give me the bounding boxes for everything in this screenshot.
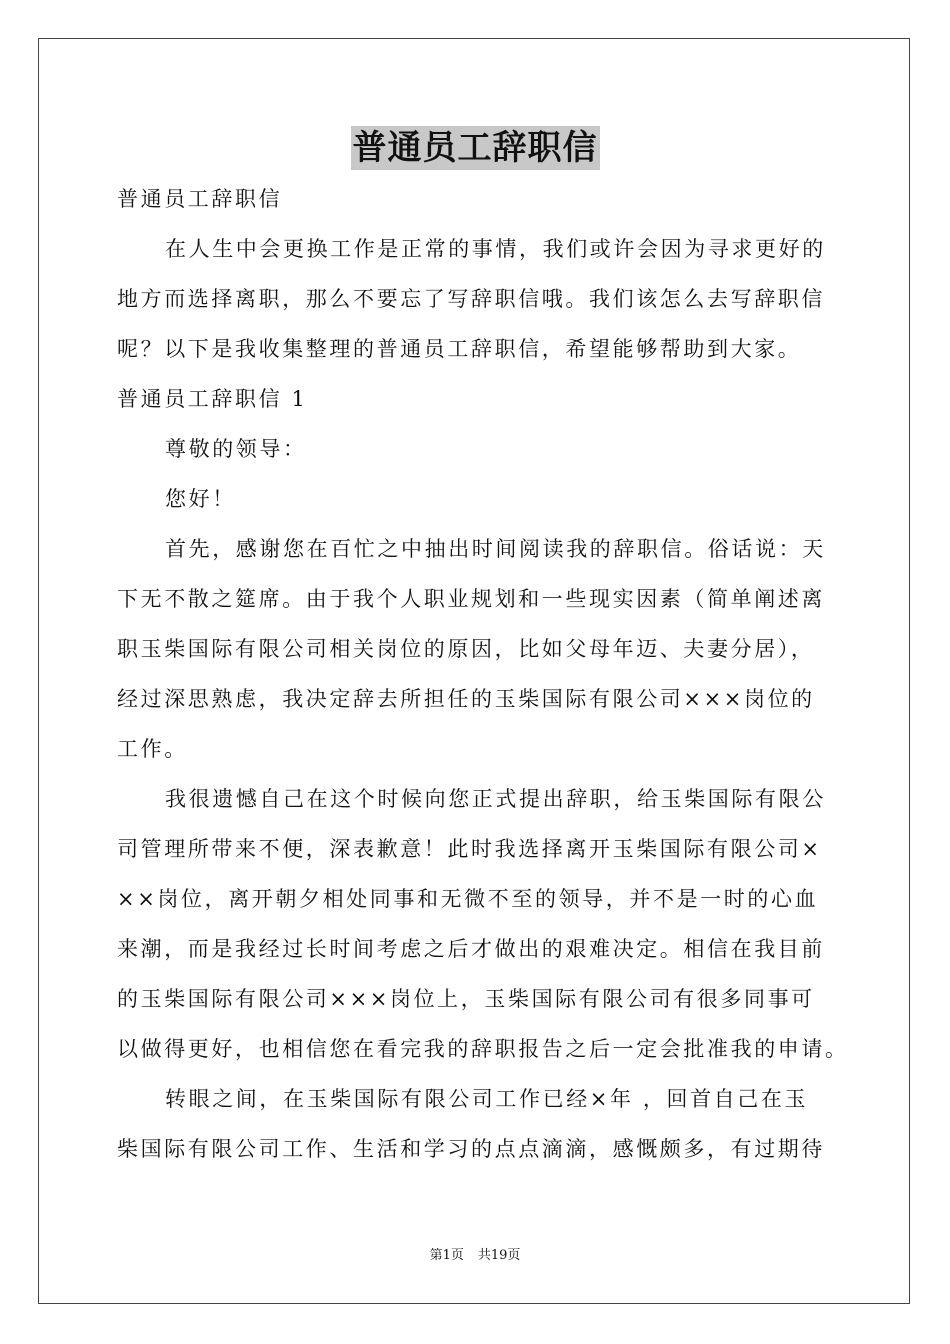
page-total: 共19页: [477, 1248, 521, 1263]
body-line: 司管理所带来不便，深表歉意！此时我选择离开玉柴国际有限公司×: [117, 837, 822, 861]
body-line: 普通员工辞职信: [117, 187, 283, 211]
page-footer: [0, 1248, 950, 1264]
body-line: 转眼之间，在玉柴国际有限公司工作已经×年 ，回首自己在玉: [165, 1087, 809, 1111]
body-line: 在人生中会更换工作是正常的事情，我们或许会因为寻求更好的: [165, 237, 826, 261]
body-line: ××岗位，离开朝夕相处同事和无微不至的领导，并不是一时的心血: [117, 887, 819, 911]
body-line: 柴国际有限公司工作、生活和学习的点点滴滴，感慨颇多，有过期待: [117, 1137, 825, 1161]
body-line: 地方而选择离职，那么不要忘了写辞职信哦。我们该怎么去写辞职信: [117, 287, 825, 311]
body-line: 来潮，而是我经过长时间考虑之后才做出的艰难决定。相信在我目前: [117, 937, 825, 961]
page-number: 第1页: [429, 1248, 464, 1263]
body-line: 普通员工辞职信 1: [117, 387, 308, 411]
document-title: [0, 126, 950, 170]
body-line: 职玉柴国际有限公司相关岗位的原因，比如父母年迈、夫妻分居），: [117, 637, 815, 661]
page-border: [38, 38, 910, 1304]
body-line: 经过深思熟虑，我决定辞去所担任的玉柴国际有限公司×××岗位的: [117, 687, 815, 711]
body-line: 以做得更好，也相信您在看完我的辞职报告之后一定会批准我的申请。: [117, 1037, 849, 1061]
body-line: 的玉柴国际有限公司×××岗位上，玉柴国际有限公司有很多同事可: [117, 987, 815, 1011]
body-line: 呢？以下是我收集整理的普通员工辞职信，希望能够帮助到大家。: [117, 337, 802, 361]
body-line: 首先，感谢您在百忙之中抽出时间阅读我的辞职信。俗话说：天: [165, 537, 826, 561]
body-line: 工作。: [117, 737, 188, 761]
body-line: 我很遗憾自己在这个时候向您正式提出辞职，给玉柴国际有限公: [165, 787, 826, 811]
body-line: 尊敬的领导：: [165, 437, 307, 461]
document-title-text: 普通员工辞职信: [352, 128, 598, 168]
body-line: 您好！: [165, 487, 236, 511]
body-line: 下无不散之筵席。由于我个人职业规划和一些现实因素（简单阐述离: [117, 587, 825, 611]
